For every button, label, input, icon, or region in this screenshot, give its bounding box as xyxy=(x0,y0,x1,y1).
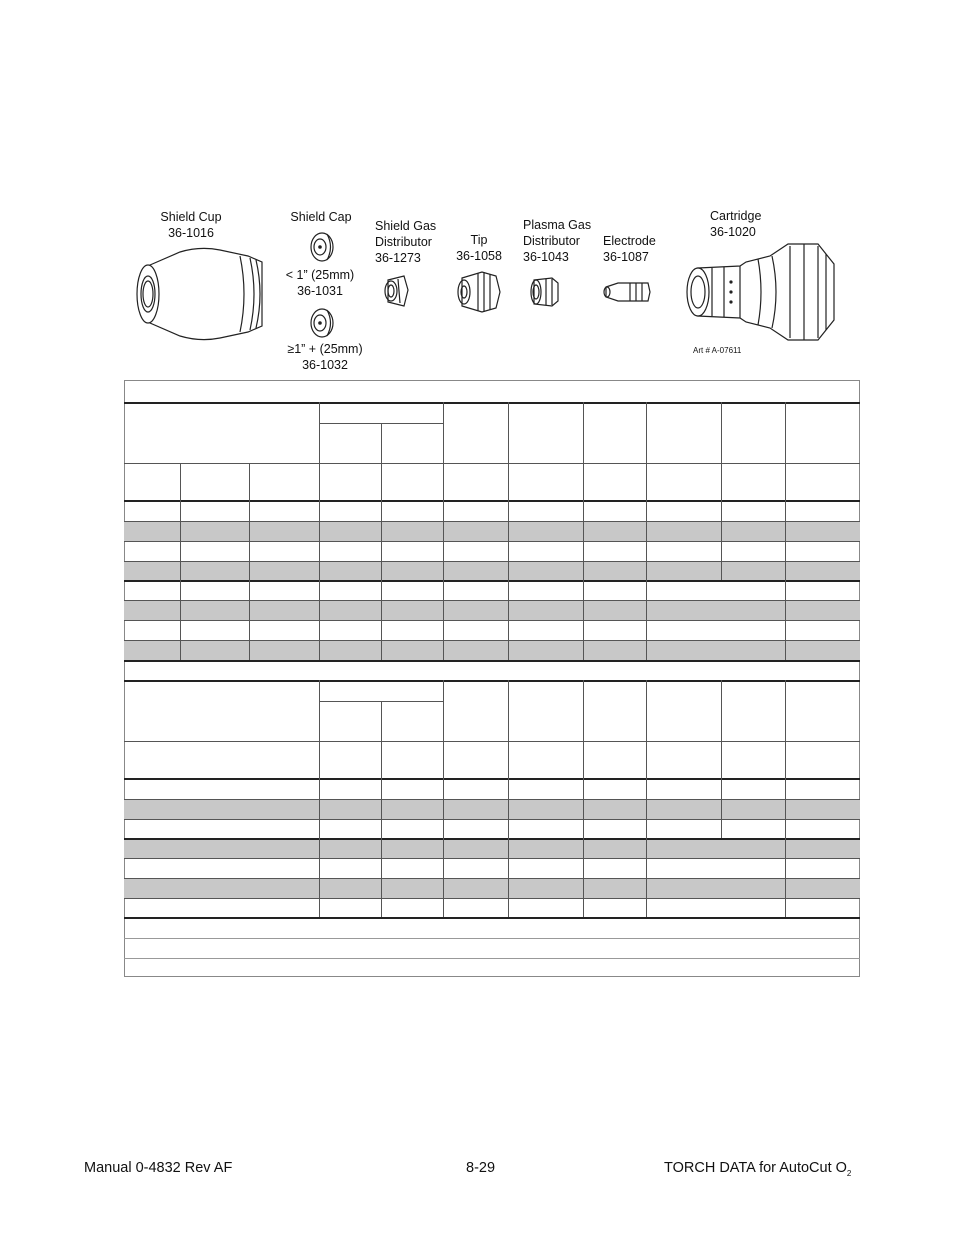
table-column-rule xyxy=(319,680,320,917)
table-column-rule xyxy=(508,680,509,917)
table-rule xyxy=(124,858,860,859)
footer-manual: Manual 0-4832 Rev AF xyxy=(84,1160,233,1176)
table-rule xyxy=(124,799,860,800)
shield-gas-distributor-label: Shield Gas Distributor 36-1273 xyxy=(375,219,437,265)
table-rule xyxy=(124,898,860,899)
table-column-rule xyxy=(785,402,786,660)
table-rule xyxy=(124,521,860,522)
table-column-rule xyxy=(381,701,382,917)
table-column-rule xyxy=(646,402,647,660)
tip-drawing xyxy=(458,272,500,312)
tip-label: Tip 36-1058 xyxy=(456,233,502,263)
art-number: Art # A-07611 xyxy=(693,346,742,355)
table-row xyxy=(124,799,860,819)
table-rule xyxy=(124,741,860,742)
electrode-label: Electrode 36-1087 xyxy=(603,234,656,264)
consumable-parts-illustration xyxy=(0,0,954,380)
plasma-gas-distributor-drawing xyxy=(531,278,558,306)
table-column-rule xyxy=(785,680,786,917)
table-row xyxy=(124,600,860,620)
table-column-rule xyxy=(443,402,444,660)
table-row xyxy=(124,521,860,541)
shield-gas-distributor-drawing xyxy=(385,276,408,306)
footer-page-number: 8-29 xyxy=(466,1160,496,1176)
table-rule xyxy=(124,878,860,879)
table-column-rule xyxy=(180,463,181,660)
table-rule xyxy=(124,917,860,919)
table-rule xyxy=(124,680,860,682)
table-column-rule xyxy=(721,680,722,838)
table-column-rule xyxy=(721,402,722,580)
table-rule xyxy=(124,620,860,621)
table-row xyxy=(124,640,860,660)
table-rule xyxy=(124,541,860,542)
table-column-rule xyxy=(381,423,382,660)
table-rule xyxy=(124,640,860,641)
table-rule xyxy=(124,561,860,562)
table-column-rule xyxy=(249,463,250,660)
table-row xyxy=(124,561,860,580)
table-row xyxy=(124,878,860,898)
table-rule xyxy=(124,958,860,959)
table-rule xyxy=(124,402,860,404)
table-row xyxy=(124,838,860,858)
table-rule xyxy=(124,838,860,840)
table-rule xyxy=(124,463,860,464)
electrode-drawing xyxy=(604,283,650,301)
table-column-rule xyxy=(443,680,444,917)
shield-cup-label: Shield Cup 36-1016 xyxy=(160,210,222,240)
table-column-rule xyxy=(583,402,584,660)
shield-cap-label: Shield Cap xyxy=(290,210,352,224)
table-rule xyxy=(124,600,860,601)
table-rule xyxy=(124,500,860,502)
table-rule xyxy=(124,580,860,582)
shield-cap-small-label: < 1” (25mm) 36-1031 xyxy=(285,268,355,298)
table-column-rule xyxy=(508,402,509,660)
table-rule xyxy=(124,819,860,820)
shield-cap-small-drawing xyxy=(311,233,333,261)
table-column-rule xyxy=(583,680,584,917)
table-column-rule xyxy=(319,402,320,660)
plasma-gas-distributor-label: Plasma Gas Distributor 36-1043 xyxy=(523,218,592,264)
table-rule xyxy=(124,938,860,939)
table-column-rule xyxy=(646,680,647,917)
shield-cap-large-drawing xyxy=(311,309,333,337)
footer-title: TORCH DATA for AutoCut $O_2$ xyxy=(664,1160,852,1178)
table-rule xyxy=(124,660,860,662)
shield-cap-large-label: ≥1” + (25mm) 36-1032 xyxy=(287,342,363,372)
cartridge-drawing xyxy=(687,244,834,340)
shield-cup-drawing xyxy=(137,248,262,339)
table-rule xyxy=(124,778,860,780)
cartridge-label: Cartridge 36-1020 xyxy=(710,209,762,239)
